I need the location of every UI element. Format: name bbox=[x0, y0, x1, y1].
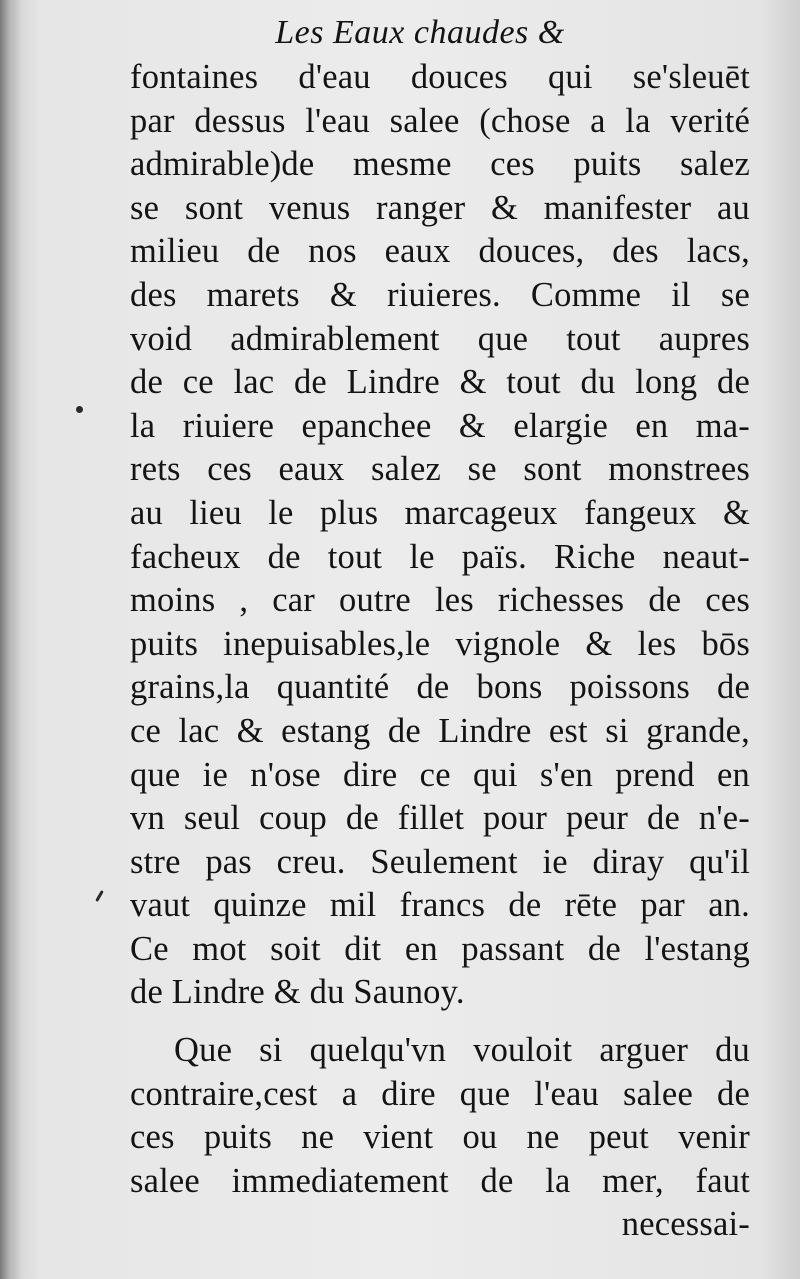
ink-speck bbox=[76, 406, 83, 413]
ink-speck bbox=[95, 890, 104, 902]
text-line: de ce lac de Lindre & tout du long de bbox=[130, 363, 750, 402]
text-block bbox=[130, 56, 750, 1247]
text-line: puits inepuisables,le vignole & les bōs bbox=[130, 624, 750, 663]
text-line: admirable)de mesme ces puits salez bbox=[130, 145, 750, 184]
paragraph-first-line: Que si quelqu'vn vouloit arguer du bbox=[174, 1031, 750, 1070]
catchword: necessai- bbox=[621, 1205, 750, 1244]
text-line: par dessus l'eau salee (chose a la verité bbox=[130, 101, 750, 140]
text-line: des marets & riuieres. Comme il se bbox=[130, 275, 750, 314]
text-line: salee immediatement de la mer, faut bbox=[130, 1161, 750, 1200]
text-line: se sont venus ranger & manifester au bbox=[130, 188, 750, 227]
text-line: grains,la quantité de bons poissons de bbox=[130, 668, 750, 707]
text-line: vaut quinze mil francs de rēte par an. bbox=[130, 886, 750, 925]
page-gutter-shadow bbox=[0, 0, 22, 1279]
text-line: ce lac & estang de Lindre est si grande, bbox=[130, 711, 750, 750]
text-line: contraire,cest a dire que l'eau salee de bbox=[130, 1074, 750, 1113]
text-line: vn seul coup de fillet pour peur de n'e- bbox=[130, 799, 750, 838]
text-line: fontaines d'eau douces qui se'sleuēt bbox=[130, 58, 750, 96]
text-line: au lieu le plus marcageux fangeux & bbox=[130, 493, 750, 532]
text-line: void admirablement que tout aupres bbox=[130, 319, 750, 358]
text-line: de Lindre & du Saunoy. bbox=[130, 973, 465, 1012]
text-line: Ce mot soit dit en passant de l'estang bbox=[130, 929, 750, 968]
text-line: moins , car outre les richesses de ces bbox=[130, 581, 750, 620]
running-head: Les Eaux chaudes & bbox=[275, 14, 565, 51]
text-line: que ie n'ose dire ce qui s'en prend en bbox=[130, 755, 750, 794]
text-line: ces puits ne vient ou ne peut venir bbox=[130, 1118, 750, 1157]
text-line: la riuiere epanchee & elargie en ma- bbox=[130, 406, 750, 445]
text-line: rets ces eaux salez se sont monstrees bbox=[130, 450, 750, 489]
text-line: milieu de nos eaux douces, des lacs, bbox=[130, 232, 750, 271]
text-line: stre pas creu. Seulement ie diray qu'il bbox=[130, 842, 750, 881]
text-line: facheux de tout le païs. Riche neaut- bbox=[130, 537, 750, 576]
